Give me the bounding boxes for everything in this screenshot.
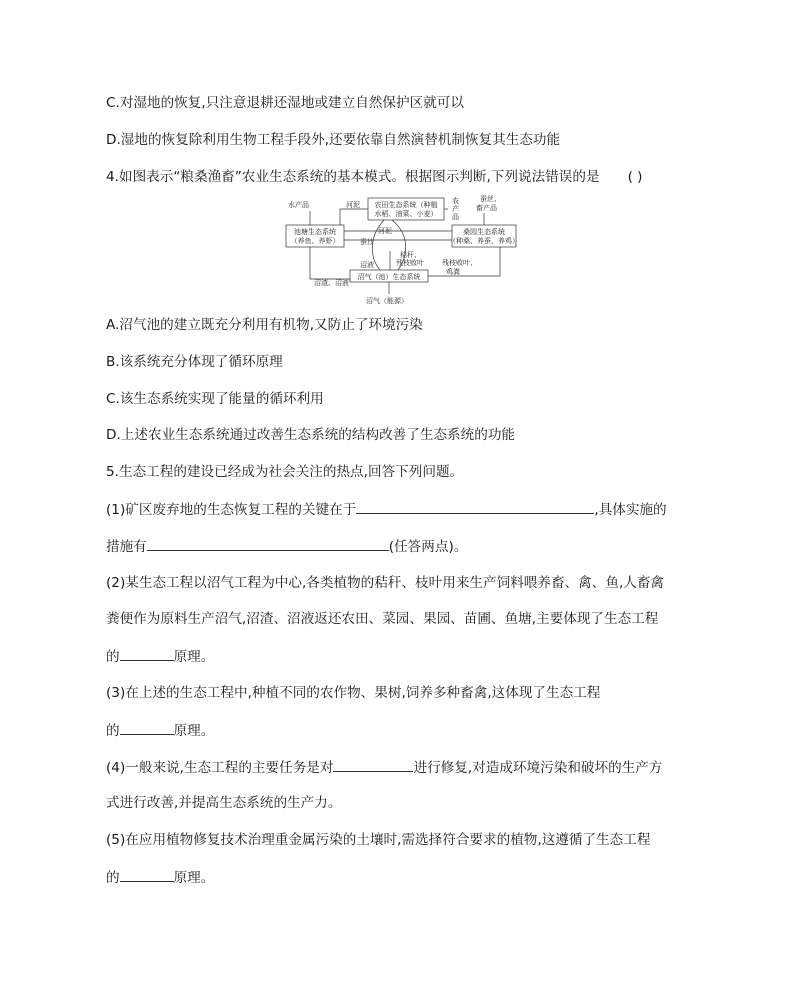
q5-part1-text-d: (任答两点)。 <box>388 539 468 555</box>
arrow-residue <box>310 247 350 279</box>
q5-part4-blank[interactable] <box>333 757 413 772</box>
straw-label-2: 残枝败叶 <box>396 259 424 267</box>
residue-label: 沼渣、沼液 <box>314 279 349 287</box>
silk-label-1: 蚕丝、 <box>480 195 501 203</box>
ecosystem-diagram <box>280 193 520 308</box>
crops-label-2: 产 <box>452 205 459 213</box>
option-c-previous: C.对湿地的恢复,只注意退耕还湿地或建立自然保护区就可以 <box>106 95 464 111</box>
question-4-option-c: C.该生态系统实现了能量的循环利用 <box>106 391 324 407</box>
river-mud-label-2: 河泥 <box>378 227 392 235</box>
biogas-energy-label: 沼气（能源） <box>366 297 408 305</box>
q5-part1-blank-2[interactable] <box>147 536 389 551</box>
silkworm-sand-label: 蚕沙 <box>360 238 374 246</box>
q5-part1-text-c: 措施有 <box>106 539 147 555</box>
q5-part4-line1 <box>106 757 663 778</box>
q5-part2-line3 <box>106 646 214 667</box>
mulberry-label-2: （种桑、养蚕、养鸡） <box>449 237 519 245</box>
silk-label-2: 畜产品 <box>476 204 497 212</box>
q5-part1-blank-1[interactable] <box>356 499 594 514</box>
q5-part4-text-a: (4)一般来说,生态工程的主要任务是对 <box>106 760 334 776</box>
farmland-label-2: 水稻、油菜、小麦） <box>374 210 438 218</box>
q5-part3-text-b: 的 <box>106 723 120 739</box>
option-d-previous: D.湿地的恢复除利用生物工程手段外,还要依靠自然演替机制恢复其生态功能 <box>106 132 561 148</box>
answer-parentheses: ( ) <box>627 169 643 185</box>
question-4-option-b: B.该系统充分体现了循环原理 <box>106 354 283 370</box>
question-4-stem <box>106 167 643 187</box>
q5-part1-line2 <box>106 536 467 557</box>
farmland-label-1: 农田生态系统（种植 <box>374 201 438 209</box>
pond-label-2: （养鱼、养虾） <box>290 237 340 245</box>
q5-part3-text-c: 原理。 <box>173 723 215 739</box>
biogas-label: 沼气（池）生态系统 <box>357 273 421 281</box>
branches-label-1: 残枝败叶、 <box>442 259 477 267</box>
q5-part5-line2 <box>106 867 214 888</box>
q5-part1-text-a: (1)矿区废弃地的生态恢复工程的关键在于 <box>106 502 357 518</box>
river-mud-label-1: 河泥 <box>346 201 360 209</box>
q5-part1-line1 <box>106 499 667 520</box>
q5-part3-line1: (3)在上述的生态工程中,种植不同的农作物、果树,饲养多种畜禽,这体现了生态工程 <box>106 685 601 701</box>
q5-part1-text-b: ,具体实施的 <box>594 502 667 518</box>
question-5-stem: 5.生态工程的建设已经成为社会关注的热点,回答下列问题。 <box>106 464 464 480</box>
q5-part2-text-c: 的 <box>106 649 120 665</box>
q5-part5-text-b: 的 <box>106 870 120 886</box>
branches-label-2: 鸡粪 <box>446 268 460 276</box>
q5-part4-line2: 式进行改善,并提高生态系统的生产力。 <box>106 795 342 811</box>
q5-part5-line1: (5)在应用植物修复技术治理重金属污染的土壤时,需选择符合要求的植物,这遵循了生态工程 <box>106 832 651 848</box>
straw-label-1: 秸秆、 <box>400 251 421 259</box>
q5-part2-blank[interactable] <box>120 646 174 661</box>
q5-part2-line1: (2)某生态工程以沼气工程为中心,各类植物的秸秆、枝叶用来生产饲料喂养畜、禽、鱼,人畜禽 <box>106 575 665 591</box>
q5-part5-blank[interactable] <box>120 867 174 882</box>
crops-label-1: 农 <box>452 197 459 205</box>
q5-part4-text-b: 进行修复,对造成环境污染和破坏的生产方 <box>413 760 663 776</box>
aquatic-products-label: 水产品 <box>288 201 309 209</box>
mulberry-label-1: 桑园生态系统 <box>463 228 505 236</box>
q5-part3-blank[interactable] <box>120 720 174 735</box>
q5-part3-line2 <box>106 720 214 741</box>
q5-part2-text-d: 原理。 <box>173 649 215 665</box>
crops-label-3: 品 <box>452 213 459 221</box>
question-4-option-d: D.上述农业生态系统通过改善生态系统的结构改善了生态系统的功能 <box>106 427 516 443</box>
question-4-text: 4.如图表示“粮桑渔畜”农业生态系统的基本模式。根据图示判断,下列说法错误的是 <box>106 169 600 185</box>
biogas-liquid-label: 沼液 <box>360 261 374 269</box>
question-4-option-a: A.沼气池的建立既充分利用有机物,又防止了环境污染 <box>106 317 423 333</box>
q5-part5-text-c: 原理。 <box>173 870 215 886</box>
pond-label-1: 池塘生态系统 <box>294 228 336 236</box>
q5-part2-line2: 粪便作为原料生产沼气,沼渣、沼液返还农田、菜园、果园、苗圃、鱼塘,主要体现了生态工程 <box>106 611 659 627</box>
